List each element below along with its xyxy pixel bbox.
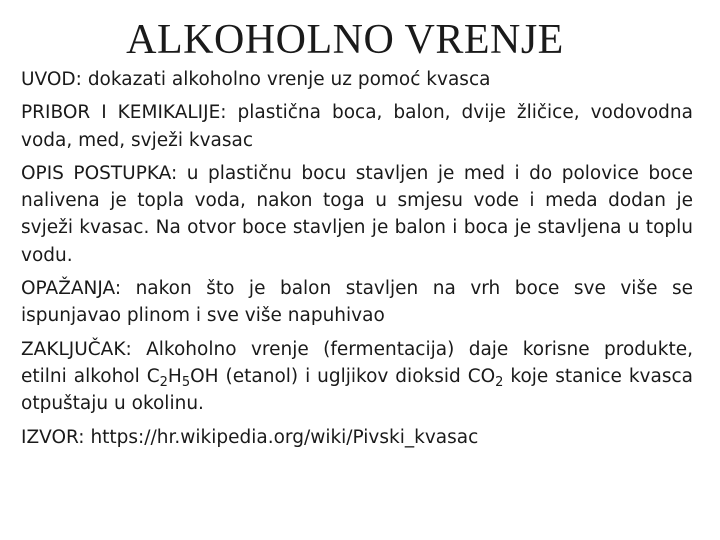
section-zakljucak	[21, 336, 693, 418]
section-label: IZVOR:	[21, 426, 85, 448]
section-text-after: koje stanice kvasca otpuštaju u okolinu.	[21, 365, 693, 415]
subscript: 2	[495, 374, 504, 390]
section-text-before: Alkoholno vrenje (fermentacija) daje korisne produkte, etilni alkohol C	[21, 338, 693, 387]
section-text: dokazati alkoholno vrenje uz pomoć kvasca	[87, 69, 491, 90]
source-link[interactable]: https://hr.wikipedia.org/wiki/Pivski_kvasac	[90, 426, 479, 448]
section-text: u plastičnu bocu stavljen je med i do polovice boce nalivena je topla voda, nakon toga u smjesu vode i meda dodan je svježi kvasac. Na otvor boce stavljen je balon i boca je stavljena u toplu vodu.	[21, 162, 693, 266]
section-text-mid: OH (etanol) i ugljikov dioksid CO	[190, 365, 496, 387]
subscript: 2	[159, 374, 168, 390]
section-izvor	[21, 424, 693, 451]
section-text: plastična boca, balon, dvije žličice, vodovodna voda, med, svježi kvasac	[21, 102, 693, 151]
section-opazanja	[21, 275, 693, 330]
formula-part: H	[167, 365, 182, 387]
section-label: UVOD:	[21, 69, 82, 90]
subscript: 5	[181, 374, 191, 390]
section-pribor	[21, 99, 693, 154]
slide-title: ALKOHOLNO VRENJE	[126, 17, 564, 63]
section-label: OPAŽANJA:	[21, 278, 122, 300]
section-label: OPIS POSTUPKA:	[21, 162, 178, 184]
section-text: nakon što je balon stavljen na vrh boce sve više se ispunjavao plinom i sve više napuhivao	[21, 278, 693, 327]
section-label: ZAKLJUČAK:	[21, 338, 132, 360]
section-label: PRIBOR I KEMIKALIJE:	[21, 102, 227, 124]
section-uvod	[21, 66, 693, 93]
section-opis	[21, 160, 693, 269]
slide-body	[21, 66, 693, 457]
